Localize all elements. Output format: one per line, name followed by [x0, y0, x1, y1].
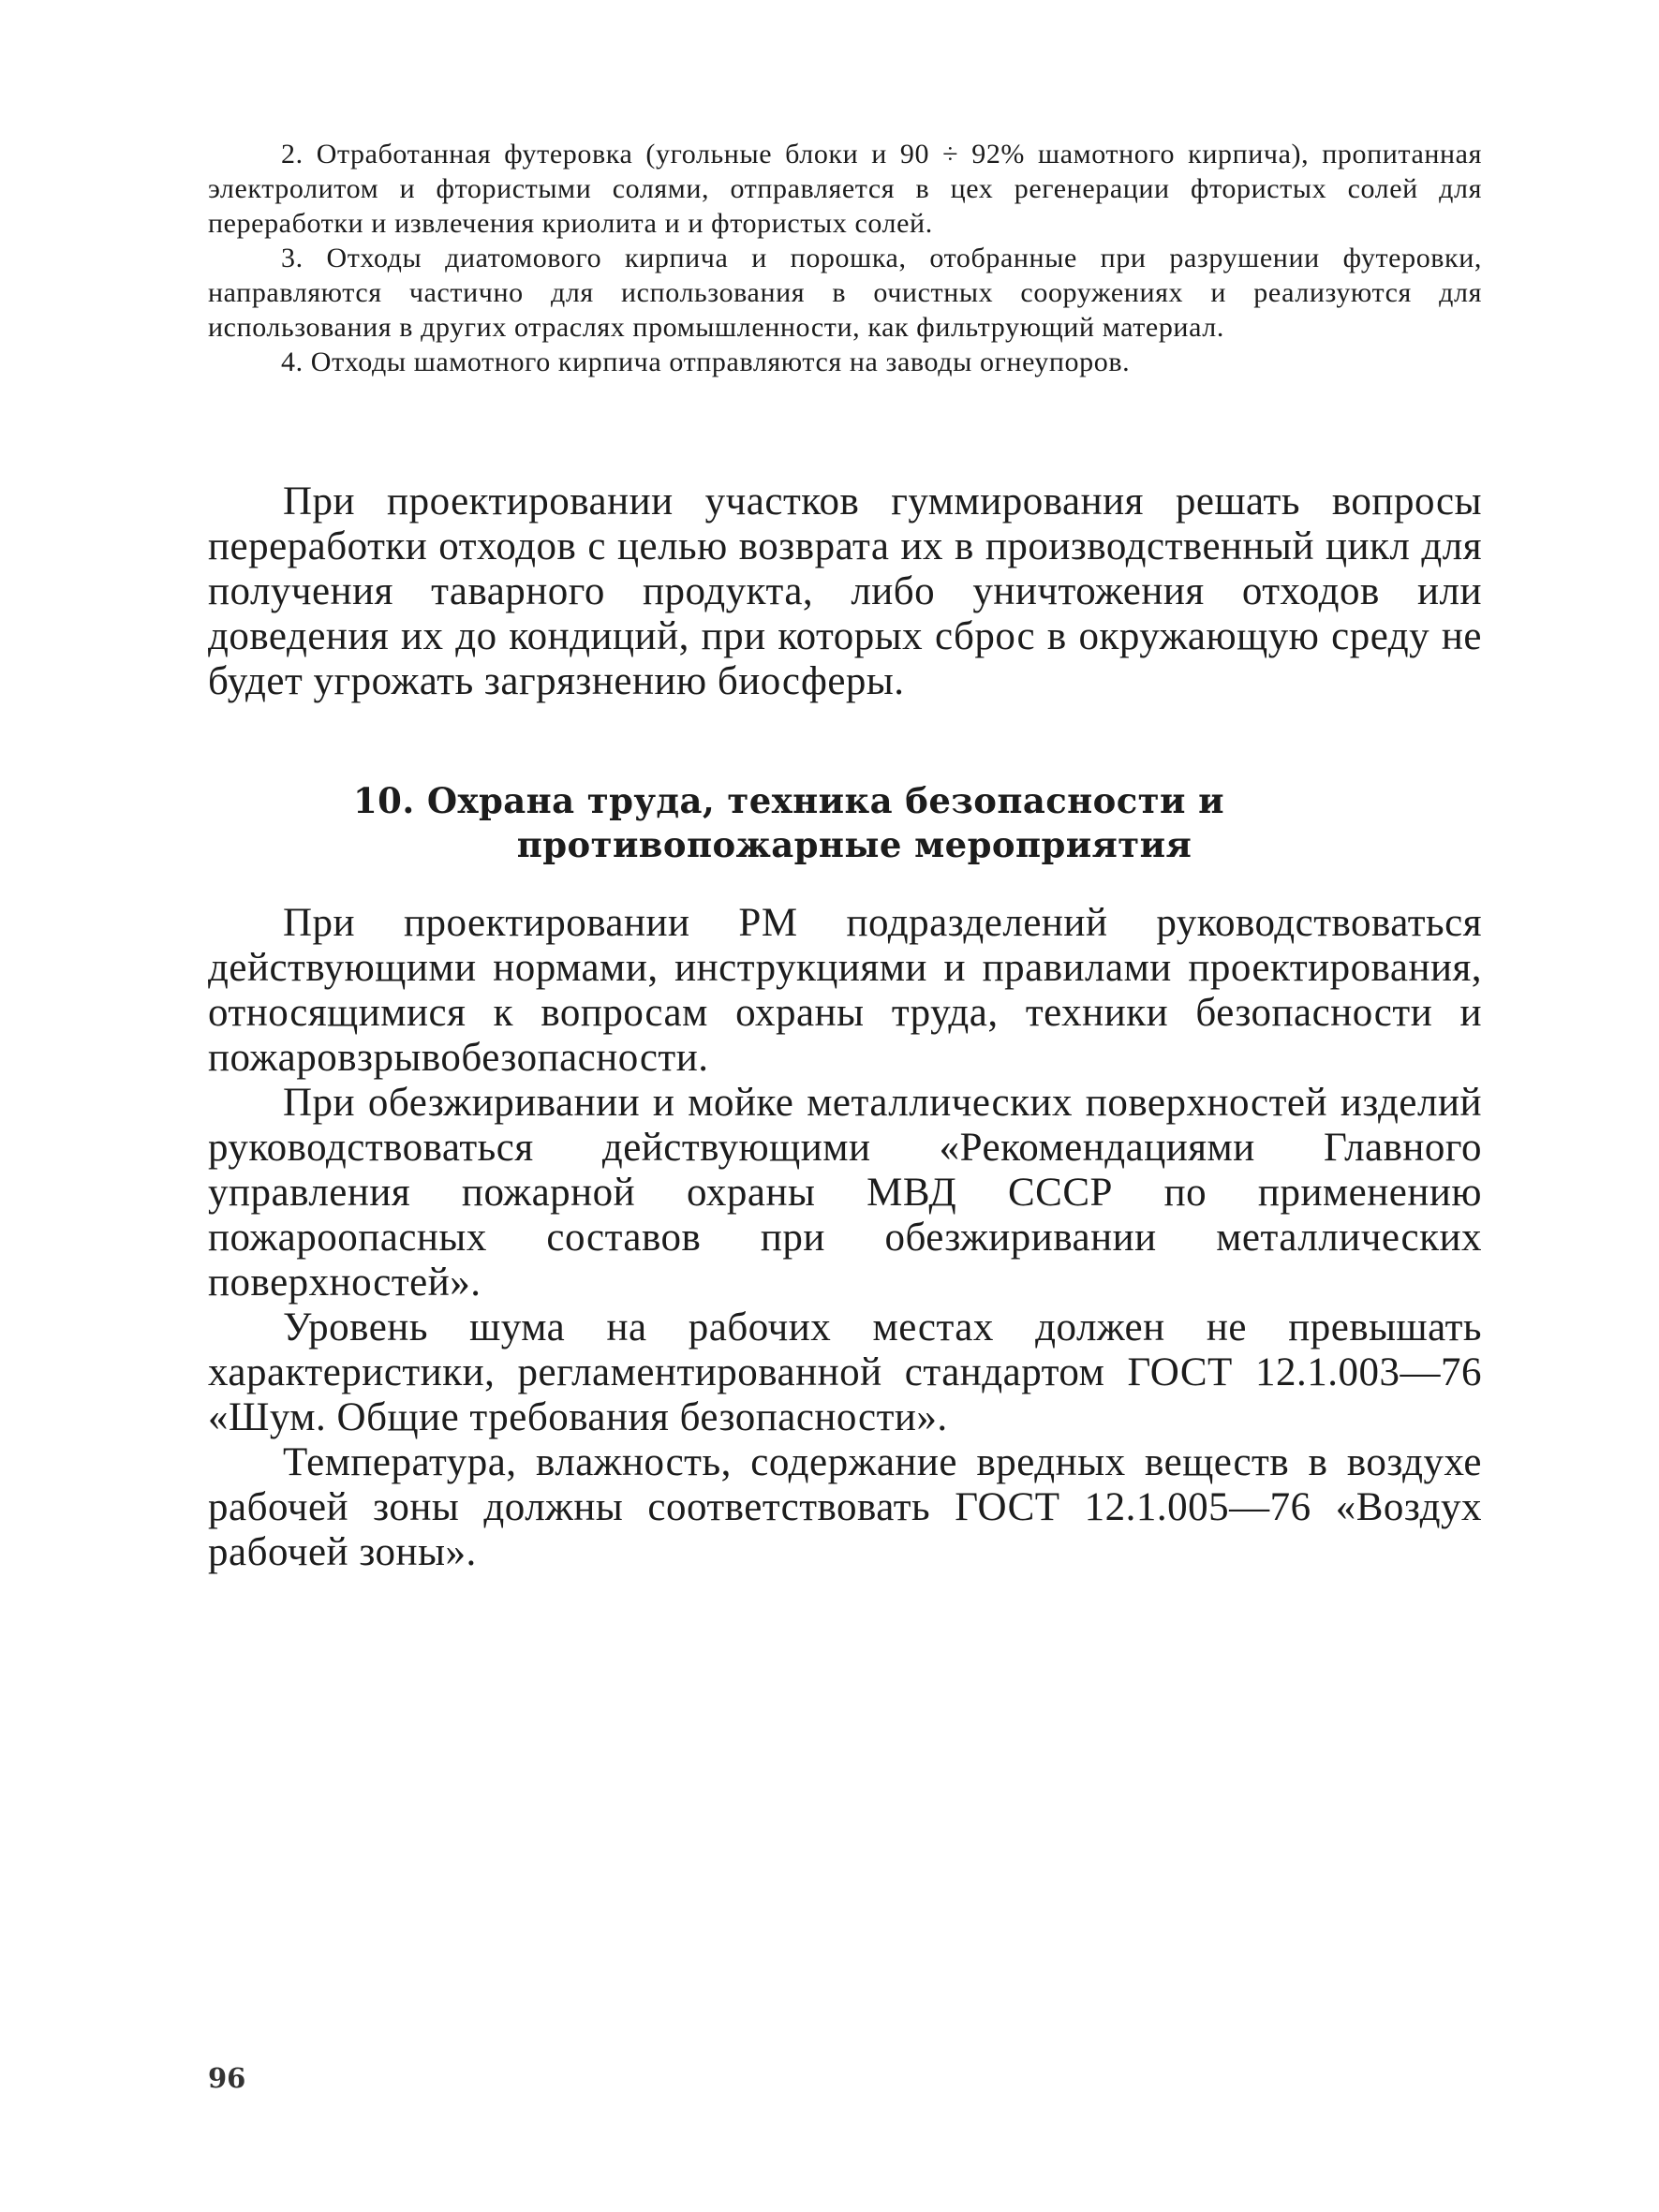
body-paragraph: Температура, влажность, содержание вредных веществ в воздухе рабочей зоны должны соответствовать ГОСТ 12.1.005—76 «Воздух рабочей зоны».	[208, 1440, 1482, 1574]
section-body	[208, 901, 1482, 1575]
page-number: 96	[208, 2062, 246, 2094]
list-item-4: 4. Отходы шамотного кирпича отправляются на заводы огнеупоров.	[281, 347, 1131, 377]
body-paragraph: При проектировании РМ подразделений руководствоваться действующими нормами, инструкциями и правилами проектирования, относящимися к вопросам охраны труда, техники безопасности и пожаровзрывобезопасности.	[208, 901, 1482, 1080]
intro-paragraph: При проектировании участков гуммирования решать вопросы переработки отходов с целью возврата их в производственный цикл для получения таварного продукта, либо уничтожения отходов или доведения их до кондиций, при которых сброс в окружающую среду не будет угрожать загрязнению биосферы.	[208, 479, 1482, 703]
list-item-3: 3. Отходы диатомового кирпича и порошка, отобранные при разрушении футеровки, направляются частично для использования в очистных сооружениях и реализуются для использования в других отраслях промышленности, как фильтрующий материал.	[208, 243, 1482, 343]
section-heading-line2: противопожарные мероприятия	[516, 824, 1192, 865]
waste-list	[208, 137, 1482, 379]
intro-section	[208, 479, 1482, 704]
section-heading	[208, 779, 1482, 867]
body-paragraph: При обезжиривании и мойке металлических поверхностей изделий руководствоваться действующими «Рекомендациями Главного управления пожарной охраны МВД СССР по применению пожароопасных составов при обезжиривании металлических поверхностей».	[208, 1081, 1482, 1305]
body-paragraph: Уровень шума на рабочих местах должен не превышать характеристики, регламентированной стандартом ГОСТ 12.1.003—76 «Шум. Общие требования безопасности».	[208, 1305, 1482, 1439]
section-heading-line1: 10. Охрана труда, техника безопасности и	[353, 780, 1224, 821]
list-item-2: 2. Отработанная футеровка (угольные блоки и 90 ÷ 92% шамотного кирпича), пропитанная электролитом и фтористыми солями, отправляется в цех регенерации фтористых солей для переработки и извлечения криолита и и фтористых солей.	[208, 139, 1482, 239]
